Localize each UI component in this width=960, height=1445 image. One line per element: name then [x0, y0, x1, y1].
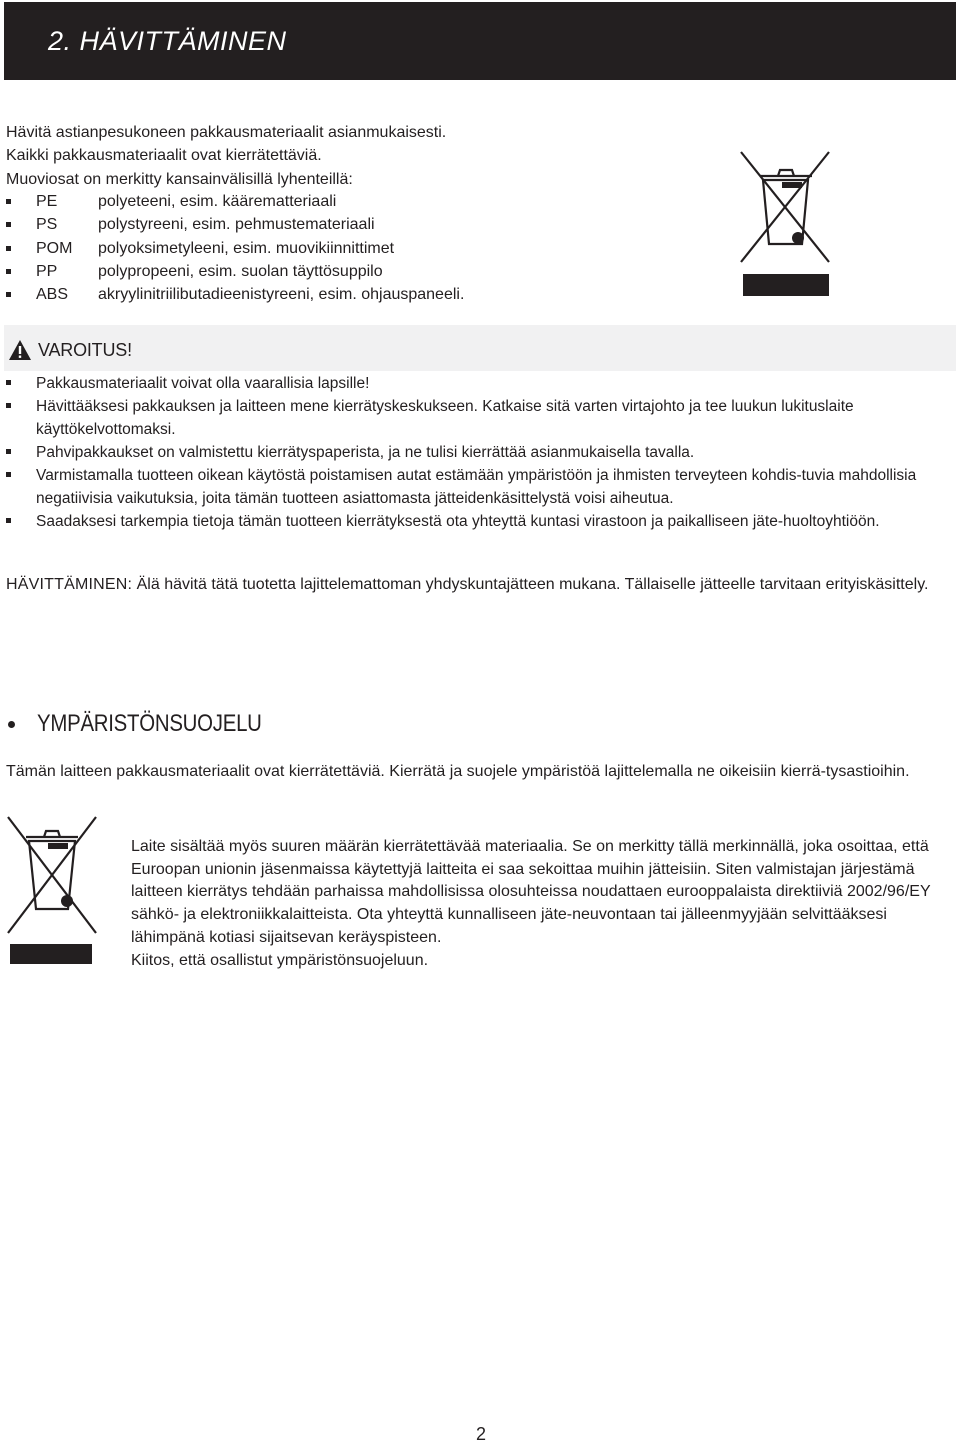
list-item [6, 372, 936, 395]
warning-band [4, 325, 956, 371]
square-bullet-icon [6, 222, 11, 227]
warning-text: Hävittääksesi pakkauksen ja laitteen mene kierrätyskeskukseen. Katkaise sitä varten virtajohto ja tee luukun lukituslaite käyttökelvottomaksi. [36, 398, 854, 438]
weee-text: Laite sisältää myös suuren määrän kierrätettävää materiaalia. Se on merkitty tällä merkinnällä, joka osoittaa, että Euroopan unionin jäsenmaissa käytettyjä laitteita ei saa sekoittaa muihin jätteisiin. Siten valmistajan järjestämä laitteen kierrätys tehdään parhaissa mahdollisissa olosuhteissa noudattaen eurooppalaista direktiiviä 2002/96/EY sähkö- ja elektroniikkalaitteista. Ota yhteyttä kunnalliseen jäte-neuvontaan tai jälleenmyyjään selvittääksesi lähimpänä kotiasi sijaitsevan keräyspisteen. [131, 838, 931, 946]
warning-text: Pakkausmateriaalit voivat olla vaarallisia lapsille! [36, 375, 370, 392]
intro-line: Hävitä astianpesukoneen pakkausmateriaalit asianmukaisesti. [6, 124, 447, 141]
warning-text: Saadaksesi tarkempia tietoja tämän tuotteen kierrätyksestä ota yhteyttä kuntasi virastoon ja paikalliseen jäte-huoltoyhtiöön. [36, 513, 880, 530]
material-code: PS [36, 216, 58, 234]
weee-paragraph [131, 836, 951, 972]
material-description: polyeteeni, esim. käärematteriaali [98, 193, 337, 210]
warning-triangle-icon [8, 339, 32, 361]
weee-bar [743, 274, 829, 296]
material-code: PE [36, 193, 58, 210]
thanks-text: Kiitos, että osallistut ympäristönsuojeluun. [131, 951, 429, 969]
square-bullet-icon [6, 472, 11, 477]
page-number: 2 [476, 1424, 487, 1444]
material-description: polyoksimetyleeni, esim. muovikiinnittimet [98, 239, 395, 257]
square-bullet-icon [6, 449, 11, 454]
crossed-out-wheeled-bin-icon [6, 815, 98, 937]
disposal-label: HÄVITTÄMINEN: [6, 576, 133, 593]
square-bullet-icon [6, 518, 11, 523]
intro-line: Muoviosat on merkitty kansainvälisillä lyhenteillä: [6, 170, 353, 188]
warning-title: VAROITUS! [38, 339, 132, 360]
warning-text: Varmistamalla tuotteen oikean käytöstä poistamisen autat estämään ympäristöön ja ihmisten terveyteen kohdis-tuvia mahdollisia negatiivisia vaikutuksia, joita tämän tuotteen asiattomasta jätteidenkäsittelystä voisi aiheutua. [36, 467, 917, 507]
material-description: polystyreeni, esim. pehmustemateriaali [98, 216, 375, 234]
section-title: 2. HÄVITTÄMINEN [48, 26, 287, 56]
list-item [6, 510, 936, 533]
bullet-dot-icon [8, 721, 15, 728]
section-header [4, 2, 956, 80]
square-bullet-icon [6, 403, 11, 408]
material-description: akryylinitriilibutadieenistyreeni, esim. ohjauspaneeli. [98, 286, 465, 304]
material-code: POM [36, 239, 73, 257]
material-description: polypropeeni, esim. suolan täyttösuppilo [98, 262, 383, 280]
list-item [6, 464, 936, 510]
square-bullet-icon [6, 380, 11, 385]
material-code: ABS [36, 286, 69, 304]
intro-text [6, 121, 446, 191]
square-bullet-icon [6, 246, 11, 251]
environment-title: YMPÄRISTÖNSUOJELU [37, 710, 262, 737]
crossed-out-wheeled-bin-icon [738, 150, 834, 270]
list-item [6, 395, 936, 441]
square-bullet-icon [6, 269, 11, 274]
weee-bar [10, 944, 92, 964]
material-code: PP [36, 262, 58, 280]
warning-list [6, 372, 936, 533]
list-item [6, 441, 936, 464]
square-bullet-icon [6, 292, 11, 297]
environment-intro: Tämän laitteen pakkausmateriaalit ovat kierrätettäviä. Kierrätä ja suojele ympäristöä lajittelemalla ne oikeisiin kierrä-tysastioihin. [6, 763, 910, 780]
warning-heading [8, 339, 132, 361]
disposal-text: Älä hävitä tätä tuotetta lajittelemattoman yhdyskuntajätteen mukana. Tällaiselle jätteelle tarvitaan erityiskäsittely. [132, 576, 929, 593]
environment-heading [8, 710, 301, 738]
square-bullet-icon [6, 199, 11, 204]
disposal-note [6, 573, 956, 596]
warning-text: Pahvipakkaukset on valmistettu kierrätyspaperista, ja ne tulisi kierrättää asianmukaisella tavalla. [36, 444, 695, 461]
intro-line: Kaikki pakkausmateriaalit ovat kierrätettäviä. [6, 147, 322, 165]
